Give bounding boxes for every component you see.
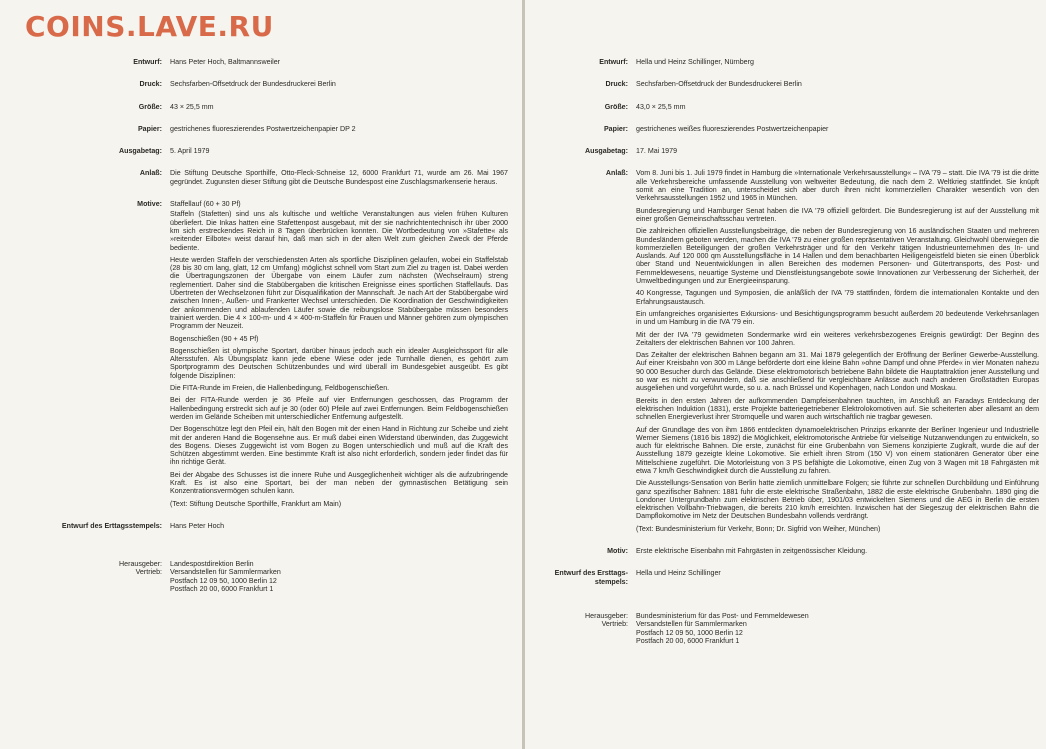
field-value bbox=[170, 103, 508, 115]
field-row bbox=[8, 147, 508, 159]
field-paragraph: 43 × 25,5 mm bbox=[170, 102, 214, 111]
field-paragraph: gestrichenes fluoreszierendes Postwertzeichenpapier DP 2 bbox=[170, 124, 356, 133]
field-paragraph: Der Bogenschütze legt den Pfeil ein, hält den Bogen mit der einen Hand in Richtung zur Scheibe und zieht mit der anderen Hand die Bogensehne aus. Er muß dabei einen Widerstand überwinden, das Zuggewicht des Bogens. Dieses Zuggewicht ist vom Bogen zu Bogen unterschiedlich und muß auf die Kraft des Schützen abgestimmt werden. Eine bestimmte Kraft ist also nicht erforderlich, sondern jeder findet das für ihn richtige Gerät. bbox=[170, 425, 508, 467]
footer-value: Postfach 20 00, 6000 Frankfurt 1 bbox=[636, 636, 740, 645]
footer-row bbox=[8, 568, 508, 576]
field-paragraph: gestrichenes weißes fluoreszierendes Postwertzeichenpapier bbox=[636, 124, 829, 133]
field-row bbox=[531, 547, 1039, 559]
left-column bbox=[8, 58, 508, 593]
field-paragraph: 17. Mai 1979 bbox=[636, 147, 678, 156]
field-row bbox=[531, 125, 1039, 137]
field-value bbox=[170, 169, 508, 190]
footer-value: Landespostdirektion Berlin bbox=[170, 560, 254, 569]
field-label: Anlaß: bbox=[605, 169, 628, 178]
field-row bbox=[531, 169, 1039, 537]
footer-label: Vertrieb: bbox=[601, 620, 628, 629]
field-label: Druck: bbox=[605, 80, 628, 89]
field-paragraph: Heute werden Staffeln der verschiedensten Arten als sportliche Disziplinen gelaufen, wobei ein Staffelstab (28 bis 30 cm lang, glatt, 12 cm Umfang) möglichst schnell vom Start zum Ziel zu tragen ist. Dabei werden die Übertragungszonen der Übergabe von einem Läufer zum nächsten (Wechselraum) streng reglementiert. Daher sind die Stabübergaben die kritischen Ereignisse eines sportlichen Staffellaufs. Das Übertreten der Wechselzonen führt zur Disqualifikation der Mannschaft. Je nach Art der Stabübergabe wird zwischen Innen-, Außen- und Frankerter Wechsel unterschieden. Die Koordination der Geschwindigkeiten der ankommenden und ablaufenden Läufer sowie die reibungslose Stabübergabe müssen besonders trainiert werden. Die 4 × 100-m- und 4 × 400-m-Staffeln für Frauen und Männer gehören zum olympischen Programm der Neuzeit. bbox=[170, 255, 508, 331]
field-value bbox=[170, 58, 508, 70]
field-paragraph: (Text: Stiftung Deutsche Sporthilfe, Frankfurt am Main) bbox=[170, 499, 342, 508]
field-paragraph: Die FITA-Runde im Freien, die Hallenbedingung, Feldbogenschießen. bbox=[170, 384, 390, 393]
field-row bbox=[8, 169, 508, 190]
field-value bbox=[636, 125, 1039, 137]
field-paragraph: Bei der Abgabe des Schusses ist die innere Ruhe und Ausgeglichenheit wichtiger als die aufzubringende Kraft. Es ist also eine Sportart, bei der man neben der gymnastischen Betätigung sein Konzentrationsvermögen schulen kann. bbox=[170, 470, 508, 496]
footer-row bbox=[531, 629, 1039, 637]
footer-value: Postfach 20 00, 6000 Frankfurt 1 bbox=[170, 585, 274, 594]
footer-row bbox=[8, 577, 508, 585]
field-label: Papier: bbox=[137, 124, 162, 133]
field-row bbox=[8, 103, 508, 115]
field-row bbox=[8, 125, 508, 137]
field-row bbox=[8, 80, 508, 92]
field-paragraph: Ein umfangreiches organisiertes Exkursions- und Besichtigungsprogramm besucht außerdem 20 bedeutende Verkehrsanlagen in und um Hamburg in die IVA '79 ein. bbox=[636, 309, 1039, 327]
field-row bbox=[531, 147, 1039, 159]
field-row bbox=[531, 569, 1039, 586]
field-label: Anlaß: bbox=[139, 169, 162, 178]
field-row bbox=[8, 58, 508, 70]
field-paragraph: 5. April 1979 bbox=[170, 147, 210, 156]
field-label: Entwurf des Ersttagsstempels: bbox=[554, 569, 628, 586]
footer-label bbox=[8, 577, 170, 585]
footer-row bbox=[531, 620, 1039, 628]
footer-row bbox=[531, 637, 1039, 645]
field-value bbox=[170, 522, 508, 534]
field-paragraph: Hans Peter Hoch bbox=[170, 521, 225, 530]
field-value bbox=[636, 169, 1039, 537]
field-label: Papier: bbox=[603, 124, 628, 133]
field-paragraph: Staffellauf (60 + 30 Pf) bbox=[170, 200, 241, 209]
field-paragraph: Auf der Grundlage des von ihm 1866 entdeckten dynamoelektrischen Prinzips erkannte der Berliner Ingenieur und Industrielle Werner Siemens (1816 bis 1892) die Möglichkeit, elektromotorische Antriebe für vielseitige Nutzanwendungen zu entwickeln, so auch für elektrische Bahnen. Die erste, zunächst für eine Grubenbahn von Siemens konzipierte Zugkraft, wurde die auf der Ausstellung 1879 gezeigte kleine Lokomotive. Sie erhielt ihren Strom (150 V) von einem stationären Generator über eine Mittelschiene zugeführt. Die Motorleistung von 3 PS befähigte die Lokomotive, einen Zug von 3 Wagen mit 18 Fahrgästen mit etwa 7 km/h Geschwindigkeit durch die Ausstellung zu fahren. bbox=[636, 425, 1039, 475]
field-paragraph: Bereits in den ersten Jahren der aufkommenden Dampfeisenbahnen tauchten, im Anschluß an Faradays Entdeckung der elektrischen Induktion (1831), erste Projekte batteriegetriebener Elektrolokomotiven auf. Sie scheiterten aber allesamt an dem schnellen Energieverlust ihrer Stromquelle und waren auch wirtschaftlich nie tragbar gewesen. bbox=[636, 396, 1039, 422]
footer-value: Postfach 12 09 50, 1000 Berlin 12 bbox=[636, 628, 743, 637]
footer-label bbox=[531, 629, 636, 637]
field-paragraph: Die Ausstellungs-Sensation von Berlin hatte ziemlich unmittelbare Folgen; sie führte zur schnellen Durchbildung und Einführung ganz spezifischer Bahnen: 1881 fuhr die erste elektrische Straßenbahn, 1882 die erste elektrische Grubenbahn. 1890 ging die Londoner Untergrundbahn zum elektrischen Betrieb über, 1901/03 entwickelten Siemens und die AEG in Berlin die ersten elektrischen Vollbahn-Triebwagen, die bereits 210 km/h erreichten. Inzwischen hat der Siegeszug der elektrischen Bahn die Dampflokomotive im Netz der Deutschen Bundesbahn vollends verdrängt. bbox=[636, 479, 1039, 521]
field-paragraph: Die zahlreichen offiziellen Ausstellungsbeiträge, die neben der Bundesregierung von 16 ausländischen Staaten und mehreren Bundesländern geboten werden, machen die IVA '79 zu einer großen repräsentativen Veranstaltung. Gleichwohl überwiegen die kommerziellen Beteiligungen der großen Verkehrsträger und für den Verkehr tätigen Industrieunternehmen des In- und Auslands. Auf 120 000 qm Ausstellungsfläche in 14 Hallen und dem benachbarten Heiligengeistfeld bieten sie einen Überblick über Stand und Neuentwicklungen in allen Bereichen des modernen Personen- und Gütertransports, des Post- und Fernmeldewesens, neuartige Systeme und Dienstleistungsangebote sowie Innovationen zur Verbesserung der Sicherheit, der Umweltbedingungen und zur Energieeinsparung. bbox=[636, 227, 1039, 286]
field-label: Druck: bbox=[139, 80, 162, 89]
field-paragraph: Das Zeitalter der elektrischen Bahnen begann am 31. Mai 1879 gelegentlich der Eröffnung der Berliner Gewerbe-Ausstellung. Auf einer Kreisbahn von 300 m Länge beförderte dort eine kleine Bahn »ohne Dampf und ohne Pferde« in vier Monaten nahezu 90 000 Besucher durch das Gelände. Diese elektromotorisch betriebene Bahn bildete die Hauptattraktion jener Ausstellung und so war es nicht zu verwundern, daß sie anschließend für vergleichbare Anlässe auch nach anderen Großstädten Europas ausgeliehen und vorgeführt wurde, so u. a. nach Brüssel und Kopenhagen, nach London und Moskau. bbox=[636, 351, 1039, 393]
site-watermark: COINS.LAVE.RU bbox=[25, 10, 274, 43]
section-gap bbox=[8, 552, 508, 560]
field-value bbox=[170, 200, 508, 512]
footer-value: Bundesministerium für das Post- und Fernmeldewesen bbox=[636, 611, 809, 620]
footer-value: Versandstellen für Sammlermarken bbox=[636, 620, 747, 629]
field-value bbox=[636, 147, 1039, 159]
footer-label bbox=[8, 585, 170, 593]
footer-row bbox=[8, 560, 508, 568]
footer-label: Vertrieb: bbox=[135, 568, 162, 577]
right-sheet bbox=[525, 0, 1046, 749]
field-paragraph: Bundesregierung und Hamburger Senat haben die IVA '79 offiziell gefördert. Die Bundesregierung ist auf der Ausstellung mit einer großen Gemeinschaftsschau vertreten. bbox=[636, 206, 1039, 223]
field-paragraph: Sechsfarben-Offsetdruck der Bundesdruckerei Berlin bbox=[170, 80, 336, 89]
field-paragraph: Staffeln (Stafetten) sind uns als kultische und weltliche Veranstaltungen aus vielen frühen Kulturen überliefert. Die Inkas hatten eine Stafettenpost ausgebaut, mit der sie nachrichtentechnisch ihr über 2000 km sich erstreckendes Reich in 8 Tagen überbrücken konnten. Die Wortbedeutung von »Stafette« als »reitender Eilbote« weist darauf hin, daß man sich in der alten Welt zum gleichen Zweck der Pferde bediente. bbox=[170, 210, 508, 252]
field-value bbox=[170, 80, 508, 92]
field-paragraph: Bei der FITA-Runde werden je 36 Pfeile auf vier Entfernungen geschossen, das Programm der Hallenbedingung erstreckt sich auf je 30 (oder 60) Pfeile auf zwei Entfernungen. Beim Feldbogenschießen werden im Gelände Scheiben mit unterschiedlicher Entfernung aufgestellt. bbox=[170, 396, 508, 421]
field-label: Größe: bbox=[604, 102, 628, 111]
field-label: Entwurf: bbox=[133, 58, 162, 66]
footer-label: Herausgeber: bbox=[119, 560, 162, 569]
field-value bbox=[636, 103, 1039, 115]
field-value bbox=[636, 547, 1039, 559]
footer-row bbox=[531, 612, 1039, 620]
field-label: Entwurf: bbox=[599, 58, 628, 66]
section-gap bbox=[8, 544, 508, 552]
field-row bbox=[8, 200, 508, 512]
field-label: Ausgabetag: bbox=[119, 147, 162, 156]
field-paragraph: Hans Peter Hoch, Baltmannsweiler bbox=[170, 58, 281, 66]
field-label: Größe: bbox=[138, 102, 162, 111]
field-paragraph: (Text: Bundesministerium für Verkehr, Bonn; Dr. Sigfrid von Weiher, München) bbox=[636, 524, 881, 533]
field-row bbox=[531, 80, 1039, 92]
right-column bbox=[531, 58, 1039, 645]
field-paragraph: Mit der der IVA '79 gewidmeten Sondermarke wird ein weiteres verkehrsbezogenes Ereignis gewürdigt: Der Beginn des Zeitalters der elektrischen Bahnen vor 100 Jahren. bbox=[636, 330, 1039, 347]
field-paragraph: Erste elektrische Eisenbahn mit Fahrgästen in zeitgenössischer Kleidung. bbox=[636, 547, 868, 556]
field-label: Motiv: bbox=[607, 547, 628, 556]
field-paragraph: 43,0 × 25,5 mm bbox=[636, 102, 686, 111]
left-sheet bbox=[0, 0, 522, 749]
field-paragraph: Hella und Heinz Schillinger, Nürnberg bbox=[636, 58, 754, 66]
field-value bbox=[170, 125, 508, 137]
footer-label bbox=[531, 637, 636, 645]
field-value bbox=[636, 58, 1039, 70]
field-label: Entwurf des Erttagsstempels: bbox=[61, 521, 162, 530]
section-gap bbox=[531, 596, 1039, 604]
section-gap bbox=[531, 604, 1039, 612]
field-row bbox=[8, 522, 508, 534]
field-value bbox=[636, 569, 1039, 586]
footer-row bbox=[8, 585, 508, 593]
footer-value: Versandstellen für Sammlermarken bbox=[170, 568, 281, 577]
field-paragraph: Hella und Heinz Schillinger bbox=[636, 569, 721, 578]
field-paragraph: Bogenschießen ist olympische Sportart, darüber hinaus jedoch auch ein idealer Ausgleichssport für alle Altersstufen. Als Übungsplatz kann jede ebene Wiese oder jede Turnhalle dienen, es gehört zum Sportprogramm des Deutschen Schützenbundes und wird überall im Bundesgebiet ausgeübt. Es gibt folgende Disziplinen: bbox=[170, 346, 508, 380]
field-paragraph: 40 Kongresse, Tagungen und Symposien, die anläßlich der IVA '79 stattfinden, fördern die internationalen Kontakte und den Erfahrungsaustausch. bbox=[636, 289, 1039, 306]
field-paragraph: Bogenschießen (90 + 45 Pf) bbox=[170, 334, 259, 343]
footer-label: Herausgeber: bbox=[585, 611, 628, 620]
field-row bbox=[531, 103, 1039, 115]
field-row bbox=[531, 58, 1039, 70]
field-label: Motive: bbox=[137, 200, 162, 209]
field-value bbox=[170, 147, 508, 159]
field-value bbox=[636, 80, 1039, 92]
footer-value: Postfach 12 09 50, 1000 Berlin 12 bbox=[170, 576, 277, 585]
field-paragraph: Die Stiftung Deutsche Sporthilfe, Otto-Fleck-Schneise 12, 6000 Frankfurt 71, wurde am 26. Mai 1967 gegründet. Zugunsten dieser Stiftung gibt die Deutsche Bundespost eine Zuschlagsmarkenserie heraus. bbox=[170, 169, 508, 186]
field-paragraph: Vom 8. Juni bis 1. Juli 1979 findet in Hamburg die »Internationale Verkehrsausstellung« – IVA '79 – statt. Die IVA '79 ist die dritte alle Verkehrsbereiche umfassende Ausstellung von weltweiter Bedeutung, die nach dem 2. Weltkrieg stattfindet. Sie knüpft somit an eine Tradition an, unterscheidet sich aber durch ihren nicht kommerziellen Charakter wesentlich von den Verkehrsausstellungen 1952 und 1965 in München. bbox=[636, 169, 1039, 203]
field-paragraph: Sechsfarben-Offsetdruck der Bundesdruckerei Berlin bbox=[636, 80, 802, 89]
field-label: Ausgabetag: bbox=[585, 147, 628, 156]
